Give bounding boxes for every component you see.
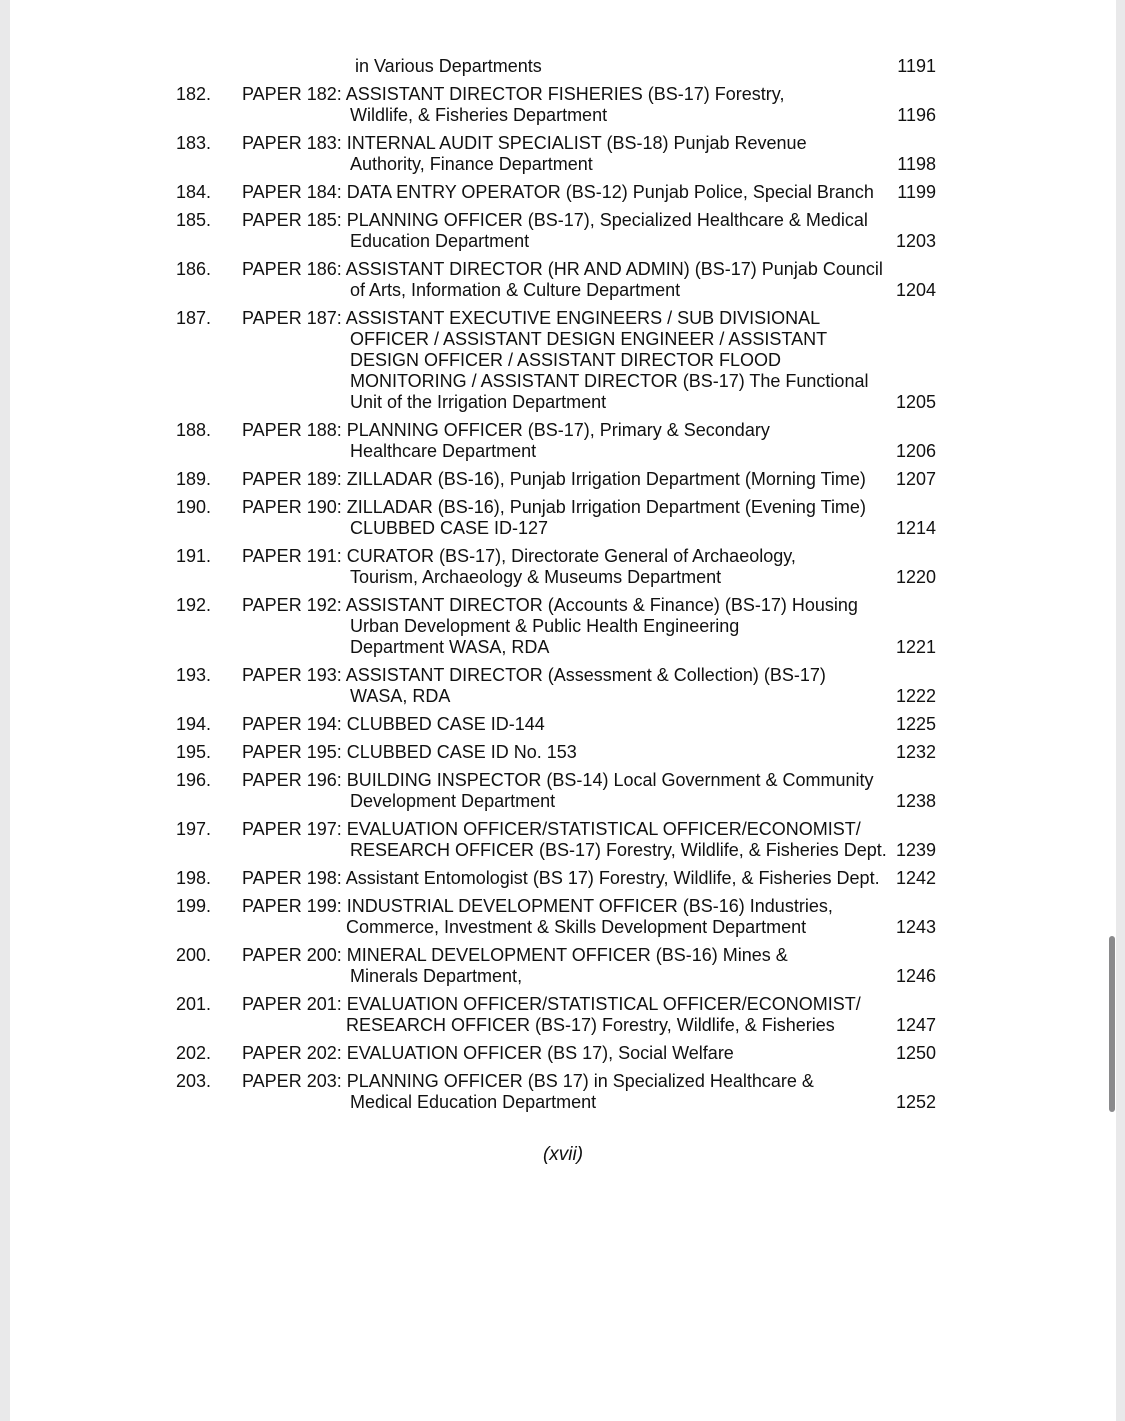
toc-entry-title-line: PAPER 189: ZILLADAR (BS-16), Punjab Irrigation Department (Morning Time): [242, 469, 866, 489]
toc-entry-number: 199.: [176, 896, 212, 916]
toc-entry-page: 1199: [897, 182, 936, 202]
toc-entry[interactable]: [10, 665, 1116, 707]
toc-entry-title: [242, 742, 892, 763]
toc-entry[interactable]: [10, 595, 1116, 658]
toc-entry-title-line: PAPER 188: PLANNING OFFICER (BS-17), Primary & Secondary: [242, 420, 770, 440]
toc-entry-title: [242, 714, 892, 735]
toc-entry[interactable]: [10, 819, 1116, 861]
toc-entry-title-line: of Arts, Information & Culture Department: [350, 280, 681, 300]
toc-entry-title: [242, 420, 892, 462]
toc-entry-title-line: RESEARCH OFFICER (BS-17) Forestry, Wildlife, & Fisheries Dept.: [350, 840, 887, 860]
toc-entry-number: 198.: [176, 868, 212, 888]
toc-entry-page: 1204: [895, 280, 936, 300]
toc-entry-page: 1205: [895, 392, 936, 412]
toc-entry-page: 1252: [895, 1092, 936, 1112]
toc-entry-title: [242, 84, 892, 126]
toc-entry-title-line: Commerce, Investment & Skills Development Department: [346, 917, 807, 937]
toc-entry-page: 1238: [895, 791, 936, 811]
toc-entry-page: 1191: [897, 56, 936, 76]
toc-entry-page: 1206: [895, 441, 936, 461]
toc-entry[interactable]: [10, 770, 1116, 812]
toc-entry-title-line: Education Department: [350, 231, 530, 251]
toc-entry-number: 188.: [176, 420, 212, 440]
toc-entry-title-line: Minerals Department,: [350, 966, 523, 986]
toc-entry-title: [242, 469, 892, 490]
toc-entry[interactable]: [10, 1071, 1116, 1113]
toc-entry-number: 203.: [176, 1071, 212, 1091]
toc-entry-title-line: PAPER 185: PLANNING OFFICER (BS-17), Specialized Healthcare & Medical: [242, 210, 868, 230]
toc-entry-title-line: Tourism, Archaeology & Museums Department: [350, 567, 722, 587]
toc-entry-number: 200.: [176, 945, 212, 965]
toc-entry-number: 190.: [176, 497, 212, 517]
toc-entry-title-line: PAPER 187: ASSISTANT EXECUTIVE ENGINEERS / SUB DIVISIONAL: [242, 308, 821, 328]
toc-entry-page: 1246: [895, 966, 936, 986]
toc-entry-page: 1232: [895, 742, 936, 762]
toc-entry-page: 1222: [895, 686, 936, 706]
toc-entry-title-line: PAPER 191: CURATOR (BS-17), Directorate General of Archaeology,: [242, 546, 796, 566]
toc-entry-title-line: PAPER 198: Assistant Entomologist (BS 17) Forestry, Wildlife, & Fisheries Dept.: [242, 868, 880, 888]
toc-entry[interactable]: [10, 420, 1116, 462]
toc-entry-title-line: OFFICER / ASSISTANT DESIGN ENGINEER / ASSISTANT: [350, 329, 828, 349]
table-of-contents: [10, 56, 1116, 1120]
toc-entry-page: 1250: [895, 1043, 936, 1063]
toc-entry-title-line: MONITORING / ASSISTANT DIRECTOR (BS-17) The Functional: [350, 371, 869, 391]
toc-entry-page: 1207: [895, 469, 936, 489]
toc-entry-page: 1203: [895, 231, 936, 251]
toc-entry-title: [242, 868, 892, 889]
toc-entry-title-line: PAPER 193: ASSISTANT DIRECTOR (Assessment & Collection) (BS-17): [242, 665, 826, 685]
toc-entry-title: [242, 210, 892, 252]
toc-entry-number: 195.: [176, 742, 212, 762]
toc-entry-title-line: PAPER 184: DATA ENTRY OPERATOR (BS-12) Punjab Police, Special Branch: [242, 182, 874, 202]
toc-entry-title-line: PAPER 203: PLANNING OFFICER (BS 17) in Specialized Healthcare &: [242, 1071, 814, 1091]
toc-entry-page: 1214: [895, 518, 936, 538]
toc-entry-page: 1198: [897, 154, 936, 174]
toc-entry-title: [242, 994, 892, 1036]
toc-entry-number: 191.: [176, 546, 212, 566]
toc-entry[interactable]: [10, 84, 1116, 126]
toc-entry-title-line: Authority, Finance Department: [350, 154, 593, 174]
toc-entry-title-line: PAPER 199: INDUSTRIAL DEVELOPMENT OFFICER (BS-16) Industries,: [242, 896, 833, 916]
toc-entry[interactable]: [10, 133, 1116, 175]
scrollbar-thumb[interactable]: [1109, 936, 1115, 1112]
toc-entry-page: 1247: [895, 1015, 936, 1035]
toc-entry[interactable]: [10, 896, 1116, 938]
toc-entry[interactable]: [10, 546, 1116, 588]
toc-entry[interactable]: [10, 182, 1116, 203]
toc-entry[interactable]: [10, 994, 1116, 1036]
toc-entry-title-line: in Various Departments: [355, 56, 542, 76]
toc-entry-page: 1196: [897, 105, 936, 125]
toc-entry-page: 1239: [895, 840, 936, 860]
page-number-footer: (xvii): [542, 1144, 584, 1165]
toc-entry-page: 1242: [895, 868, 936, 888]
toc-entry-title: [242, 665, 892, 707]
toc-entry-title-line: PAPER 190: ZILLADAR (BS-16), Punjab Irrigation Department (Evening Time): [242, 497, 866, 517]
toc-entry[interactable]: [10, 1043, 1116, 1064]
toc-entry[interactable]: [10, 210, 1116, 252]
toc-entry[interactable]: [10, 469, 1116, 490]
toc-entry-title-line: PAPER 195: CLUBBED CASE ID No. 153: [242, 742, 577, 762]
toc-entry-page: 1243: [895, 917, 936, 937]
toc-entry-number: 189.: [176, 469, 212, 489]
toc-entry-title-line: CLUBBED CASE ID-127: [350, 518, 549, 538]
toc-entry-title-line: DESIGN OFFICER / ASSISTANT DIRECTOR FLOOD: [350, 350, 782, 370]
toc-entry[interactable]: [10, 308, 1116, 413]
toc-entry-page: 1221: [895, 637, 936, 657]
toc-entry-title: [242, 595, 892, 658]
toc-entry-title: [242, 308, 892, 413]
toc-entry-title: [242, 896, 892, 938]
toc-entry-title-line: PAPER 192: ASSISTANT DIRECTOR (Accounts & Finance) (BS-17) Housing: [242, 595, 858, 615]
toc-entry-title-line: RESEARCH OFFICER (BS-17) Forestry, Wildlife, & Fisheries: [346, 1015, 835, 1035]
toc-entry-title-line: PAPER 186: ASSISTANT DIRECTOR (HR AND ADMIN) (BS-17) Punjab Council: [242, 259, 883, 279]
toc-entry[interactable]: [10, 742, 1116, 763]
toc-entry-title-line: PAPER 201: EVALUATION OFFICER/STATISTICAL OFFICER/ECONOMIST/: [242, 994, 861, 1014]
toc-entry-number: 183.: [176, 133, 212, 153]
toc-entry-number: 193.: [176, 665, 212, 685]
toc-entry-title: [242, 497, 892, 539]
toc-entry-number: 194.: [176, 714, 212, 734]
toc-entry-title: [242, 546, 892, 588]
toc-entry-title-line: Department WASA, RDA: [350, 637, 550, 657]
toc-entry-title-line: Wildlife, & Fisheries Department: [350, 105, 608, 125]
toc-entry-title-line: PAPER 197: EVALUATION OFFICER/STATISTICAL OFFICER/ECONOMIST/: [242, 819, 861, 839]
toc-entry-title-line: Urban Development & Public Health Engineering: [350, 616, 740, 636]
toc-entry-title-line: Medical Education Department: [350, 1092, 597, 1112]
toc-entry-title-line: Unit of the Irrigation Department: [350, 392, 607, 412]
toc-entry-title: [242, 1071, 892, 1113]
toc-entry-title: [242, 770, 892, 812]
toc-entry-title: [242, 1043, 892, 1064]
toc-entry-number: 182.: [176, 84, 212, 104]
document-page: [10, 0, 1116, 1421]
toc-entry-title: [242, 56, 892, 77]
toc-entry[interactable]: [10, 259, 1116, 301]
toc-entry-number: 185.: [176, 210, 212, 230]
toc-entry-title-line: Healthcare Department: [350, 441, 537, 461]
toc-entry-number: 192.: [176, 595, 212, 615]
toc-entry-title-line: PAPER 183: INTERNAL AUDIT SPECIALIST (BS-18) Punjab Revenue: [242, 133, 807, 153]
toc-entry-number: 202.: [176, 1043, 212, 1063]
toc-entry-title-line: PAPER 202: EVALUATION OFFICER (BS 17), Social Welfare: [242, 1043, 734, 1063]
toc-entry-title: [242, 133, 892, 175]
toc-entry-title: [242, 945, 892, 987]
toc-entry[interactable]: [10, 714, 1116, 735]
toc-entry-number: 186.: [176, 259, 212, 279]
toc-entry-page: 1225: [895, 714, 936, 734]
toc-entry[interactable]: [10, 945, 1116, 987]
toc-entry[interactable]: [10, 868, 1116, 889]
toc-entry-title: [242, 182, 892, 203]
toc-entry-title-line: WASA, RDA: [350, 686, 451, 706]
toc-entry-number: 197.: [176, 819, 212, 839]
toc-entry-title: [242, 259, 892, 301]
toc-entry-title-line: PAPER 196: BUILDING INSPECTOR (BS-14) Local Government & Community: [242, 770, 874, 790]
toc-entry-number: 187.: [176, 308, 212, 328]
toc-entry[interactable]: [10, 56, 1116, 77]
toc-entry-title-line: Development Department: [350, 791, 556, 811]
toc-entry-title-line: PAPER 200: MINERAL DEVELOPMENT OFFICER (BS-16) Mines &: [242, 945, 788, 965]
toc-entry-title-line: PAPER 182: ASSISTANT DIRECTOR FISHERIES (BS-17) Forestry,: [242, 84, 785, 104]
toc-entry-number: 196.: [176, 770, 212, 790]
toc-entry-number: 184.: [176, 182, 212, 202]
toc-entry[interactable]: [10, 497, 1116, 539]
toc-entry-title-line: PAPER 194: CLUBBED CASE ID-144: [242, 714, 545, 734]
toc-entry-number: 201.: [176, 994, 212, 1014]
toc-entry-page: 1220: [895, 567, 936, 587]
toc-entry-title: [242, 819, 892, 861]
